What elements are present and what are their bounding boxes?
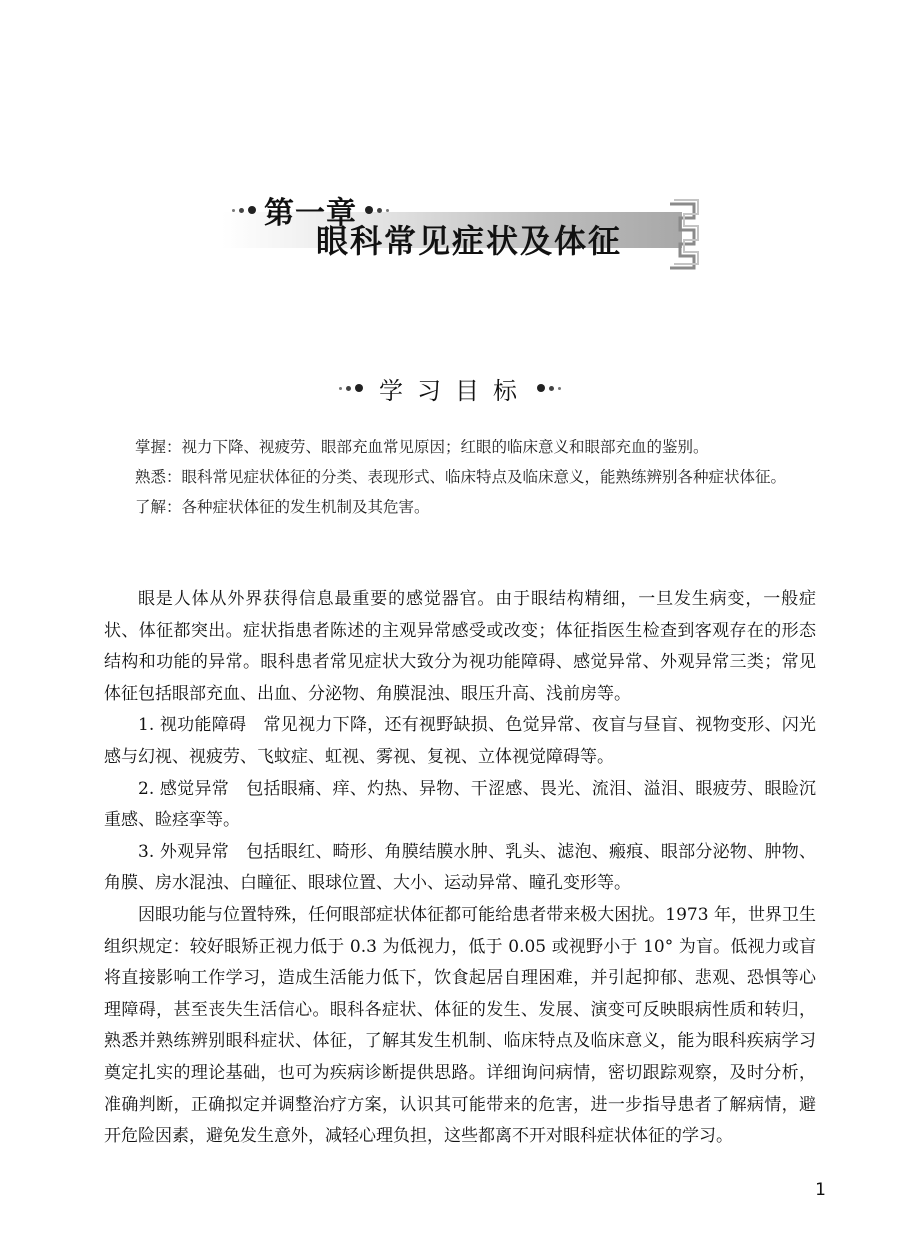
chapter-body: [104, 584, 816, 1153]
ornament-dots-left: [339, 384, 363, 392]
ornament-dots-left: [232, 206, 256, 214]
chapter-number: 第一章: [264, 196, 357, 231]
body-paragraph-appearance-abnormality: 3. 外观异常 包括眼红、畸形、角膜结膜水肿、乳头、滤泡、瘢痕、眼部分泌物、肿物、角膜、房水混浊、白瞳征、眼球位置、大小、运动异常、瞳孔变形等。: [104, 841, 816, 894]
learning-goals-title: 学习目标: [379, 376, 531, 405]
chapter-bracket-ornament: [666, 198, 700, 272]
body-paragraph-significance: 因眼功能与位置特殊，任何眼部症状体征都可能给患者带来极大困扰。1973 年，世界卫生组织规定：较好眼矫正视力低于 0.3 为低视力，低于 0.05 或视野小于 10° 为盲。低视力或盲将直接影响工作学习，造成生活能力低下，饮食起居自理困难，并引起抑郁、悲观、恐惧等心理障碍，甚至丧失生活信心。眼科各症状、体征的发生、发展、演变可反映眼病性质和转归，熟悉并熟练辨别眼科症状、体征，了解其发生机制、临床特点及临床意义，能为眼科疾病学习奠定扎实的理论基础，也可为疾病诊断提供思路。详细询问病情，密切跟踪观察，及时分析，准确判断，正确拟定并调整治疗方案，认识其可能带来的危害，进一步指导患者了解病情，避开危险因素，避免发生意外，减轻心理负担，这些都离不开对眼科症状体征的学习。: [104, 904, 816, 1147]
body-paragraph-sensory-abnormality: 2. 感觉异常 包括眼痛、痒、灼热、异物、干涩感、畏光、流泪、溢泪、眼疲劳、眼睑沉重感、睑痉挛等。: [104, 778, 816, 831]
body-paragraph-intro: 眼是人体从外界获得信息最重要的感觉器官。由于眼结构精细，一旦发生病变，一般症状、体征都突出。症状指患者陈述的主观异常感受或改变；体征指医生检查到客观存在的形态结构和功能的异常。眼科患者常见症状大致分为视功能障碍、感觉异常、外观异常三类；常见体征包括眼部充血、出血、分泌物、角膜混浊、眼压升高、浅前房等。: [104, 589, 816, 704]
page-number: 1: [815, 1180, 826, 1200]
ornament-dots-right: [365, 206, 389, 214]
chapter-banner: [222, 176, 700, 272]
chapter-title: 眼科常见症状及体征: [316, 222, 623, 260]
goal-familiar: 熟悉：眼科常见症状体征的分类、表现形式、临床特点及临床意义，能熟练辨别各种症状体征。: [135, 468, 787, 486]
ornament-dots-right: [537, 384, 561, 392]
learning-goals-list: [104, 432, 816, 522]
goal-understand: 了解：各种症状体征的发生机制及其危害。: [135, 498, 430, 516]
body-paragraph-visual-dysfunction: 1. 视功能障碍 常见视力下降，还有视野缺损、色觉异常、夜盲与昼盲、视物变形、闪光感与幻视、视疲劳、飞蚊症、虹视、雾视、复视、立体视觉障碍等。: [104, 715, 816, 767]
learning-goals-heading: [0, 368, 900, 408]
goal-master: 掌握：视力下降、视疲劳、眼部充血常见原因；红眼的临床意义和眼部充血的鉴别。: [135, 438, 709, 456]
